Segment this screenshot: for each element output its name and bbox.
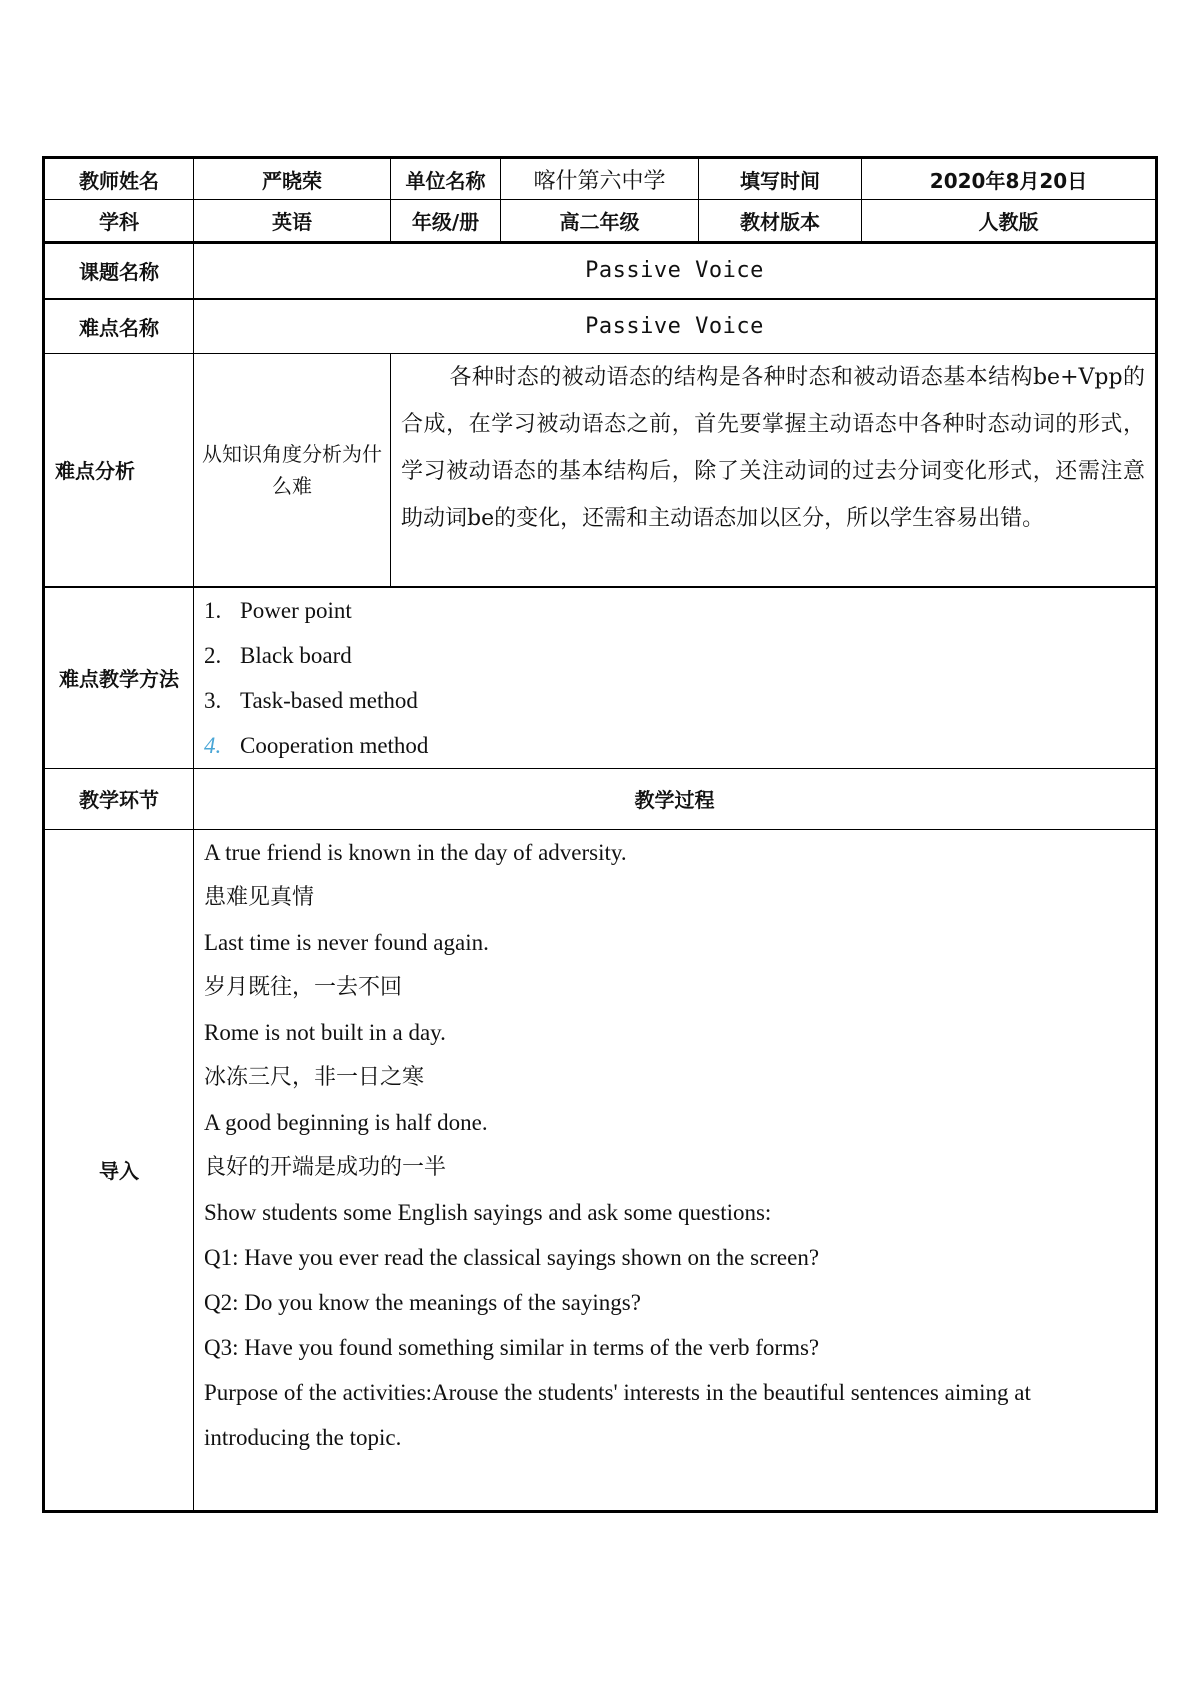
intro-line: Q2: Do you know the meanings of the sayings?: [204, 1289, 641, 1315]
fill-date-label: 填写时间: [699, 158, 862, 200]
teaching-stage-label: 教学环节: [44, 768, 194, 829]
subject-label: 学科: [44, 200, 194, 243]
difficulty-row: [44, 299, 1157, 354]
intro-line: 冰冻三尺，非一日之寒: [204, 1064, 425, 1090]
grade-value: 高二年级: [501, 200, 699, 243]
intro-content: [194, 829, 1157, 1511]
topic-row: [44, 243, 1157, 299]
intro-line: 良好的开端是成功的一半: [204, 1154, 447, 1180]
difficulty-label: 难点名称: [44, 299, 194, 354]
analysis-sub-label-text: 从知识角度分析为什么难: [202, 441, 382, 498]
intro-line: Q1: Have you ever read the classical sayings shown on the screen?: [204, 1244, 820, 1270]
teacher-name-label: 教师姓名: [44, 158, 194, 200]
method-text: Task-based method: [240, 687, 418, 713]
info-row-2: [44, 200, 1157, 243]
intro-line: A good beginning is half done.: [204, 1109, 488, 1135]
method-number: 4.: [204, 732, 222, 758]
intro-line: Last time is never found again.: [204, 929, 489, 955]
topic-value: Passive Voice: [194, 243, 1157, 299]
textbook-edition-value: 人教版: [862, 200, 1157, 243]
method-item: [204, 633, 1155, 678]
methods-row: [44, 587, 1157, 769]
intro-line: Show students some English sayings and ask some questions:: [204, 1199, 772, 1225]
method-number: 3.: [204, 687, 222, 713]
intro-label: 导入: [44, 829, 194, 1511]
methods-label: 难点教学方法: [44, 587, 194, 769]
analysis-content: [391, 354, 1157, 587]
analysis-label: 难点分析: [44, 354, 194, 587]
lesson-plan-table: [42, 156, 1158, 1513]
method-item: [204, 678, 1155, 723]
intro-line: 岁月既往，一去不回: [204, 974, 403, 1000]
method-text: Cooperation method: [240, 732, 429, 758]
analysis-paragraph: [391, 354, 1155, 542]
subject-value: 英语: [194, 200, 391, 243]
method-number: 1.: [204, 597, 222, 623]
intro-line: Rome is not built in a day.: [204, 1019, 446, 1045]
fill-date-value: 2020年8月20日: [862, 158, 1157, 200]
method-text: Power point: [240, 597, 352, 623]
intro-lines: [194, 830, 1155, 1460]
topic-label: 课题名称: [44, 243, 194, 299]
unit-name-label: 单位名称: [391, 158, 501, 200]
analysis-sub-label: [194, 354, 391, 587]
intro-line: introducing the topic.: [204, 1424, 402, 1450]
intro-line: A true friend is known in the day of adversity.: [204, 839, 627, 865]
textbook-edition-label: 教材版本: [699, 200, 862, 243]
teaching-process-label: 教学过程: [194, 768, 1157, 829]
intro-line: Purpose of the activities:Arouse the students' interests in the beautiful sentences aiming at: [204, 1379, 1031, 1405]
method-item: [204, 588, 1155, 633]
unit-name-value: 喀什第六中学: [501, 158, 699, 200]
analysis-text: 各种时态的被动语态的结构是各种时态和被动语态基本结构be+Vpp的合成，在学习被动语态之前，首先要掌握主动语态中各种时态动词的形式，学习被动语态的基本结构后，除了关注动词的过去分词变化形式，还需注意助动词be的变化，还需和主动语态加以区分，所以学生容易出错。: [401, 365, 1145, 531]
info-row-1: [44, 158, 1157, 200]
lesson-plan-sheet: [42, 156, 1155, 1513]
method-item: [204, 723, 1155, 768]
method-number: 2.: [204, 642, 222, 668]
teacher-name-value: 严晓荣: [194, 158, 391, 200]
methods-content: [194, 587, 1157, 769]
process-header-row: [44, 768, 1157, 829]
analysis-row: [44, 354, 1157, 587]
grade-label: 年级/册: [391, 200, 501, 243]
intro-row: [44, 829, 1157, 1511]
difficulty-value: Passive Voice: [194, 299, 1157, 354]
intro-line: 患难见真情: [204, 884, 315, 910]
intro-line: Q3: Have you found something similar in terms of the verb forms?: [204, 1334, 820, 1360]
method-text: Black board: [240, 642, 352, 668]
methods-list: [194, 588, 1155, 768]
